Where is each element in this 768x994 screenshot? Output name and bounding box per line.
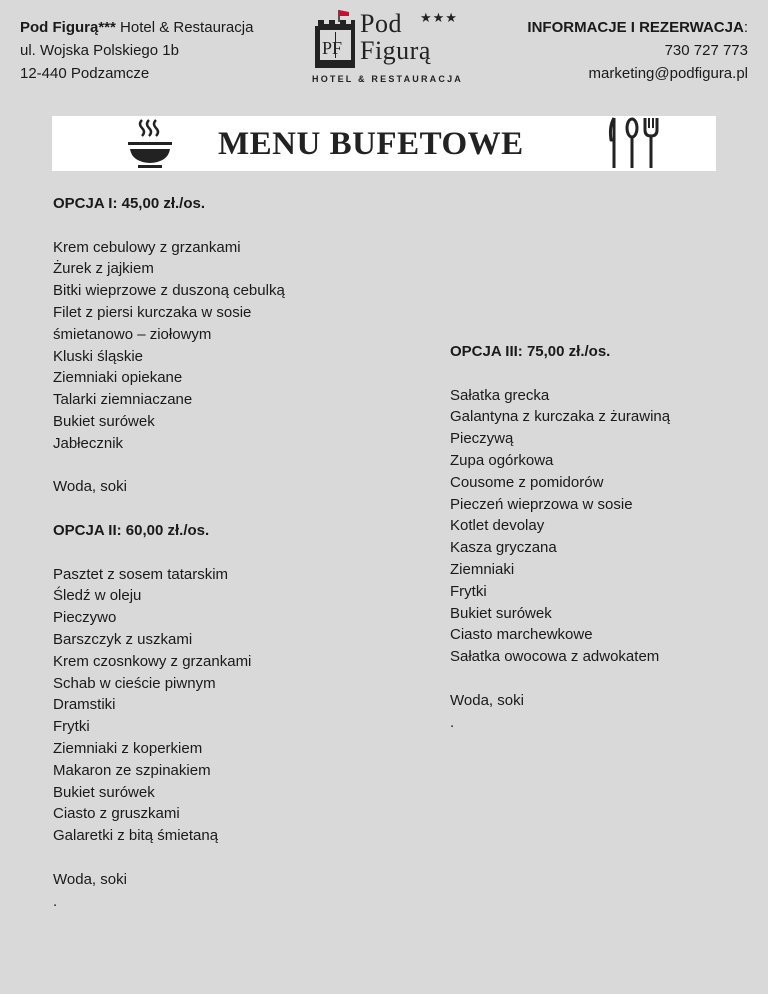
menu-item: Ciasto z gruszkami (53, 805, 180, 823)
option-3-title: OPCJA III: 75,00 zł./os. (450, 343, 611, 360)
menu-item: Pieczywo (53, 609, 117, 627)
menu-item: Kotlet devolay (450, 517, 545, 535)
menu-item: Bukiet surówek (450, 604, 552, 622)
left-menu-column (53, 193, 373, 912)
logo-stars: ★★★ (420, 10, 458, 25)
menu-item: Żurek z jajkiem (53, 260, 154, 278)
logo-subtitle: HOTEL & RESTAURACJA (312, 74, 463, 84)
menu-item: Talarki ziemniaczane (53, 391, 193, 409)
reservation-title-line (527, 16, 748, 39)
reservation-info-block (527, 16, 748, 85)
logo-word-2: Figurą (360, 36, 431, 65)
reservation-email: marketing@podfigura.pl (588, 65, 748, 82)
svg-text:PF: PF (322, 38, 343, 58)
menu-item: Kasza gryczana (450, 539, 557, 557)
menu-item: Bukiet surówek (53, 412, 155, 430)
option-1-title: OPCJA I: 45,00 zł./os. (53, 195, 205, 212)
option-1-drinks: Woda, soki (53, 478, 127, 496)
menu-item: Schab w cieście piwnym (53, 674, 216, 692)
menu-item: Pieczywą (450, 430, 514, 448)
reservation-colon: : (743, 19, 748, 36)
menu-item: Bukiet surówek (53, 783, 155, 801)
menu-banner (52, 116, 716, 171)
right-menu-column (450, 341, 750, 733)
hotel-city: 12-440 Podzamcze (20, 65, 150, 82)
menu-item: Ciasto marchewkowe (450, 626, 593, 644)
menu-item: Krem cebulowy z grzankami (53, 238, 241, 256)
logo-word-1: Pod (360, 9, 402, 38)
soup-bowl-icon (124, 116, 176, 171)
option-3-trailing-dot: . (450, 713, 455, 731)
hotel-name-bold: Pod Figurą*** (20, 19, 116, 36)
menu-item: Ziemniaki opiekane (53, 369, 183, 387)
cutlery-icon (608, 116, 664, 171)
reservation-phone: 730 727 773 (664, 42, 748, 59)
menu-item: Bitki wieprzowe z duszoną cebulką (53, 282, 285, 300)
menu-item: Sałatka owocowa z adwokatem (450, 648, 660, 666)
menu-item: Zupa ogórkowa (450, 451, 554, 469)
menu-item: Makaron ze szpinakiem (53, 761, 211, 779)
menu-item: Krem czosnkowy z grzankami (53, 652, 252, 670)
hotel-address-block (20, 16, 253, 85)
reservation-title: INFORMACJE I REZERWACJA (527, 19, 744, 36)
menu-item: Śledź w oleju (53, 587, 142, 605)
hotel-street: ul. Wojska Polskiego 1b (20, 42, 179, 59)
menu-item: Frytki (450, 582, 487, 600)
menu-item: Pasztet z sosem tatarskim (53, 565, 229, 583)
menu-item: Kluski śląskie (53, 347, 144, 365)
option-3-drinks: Woda, soki (450, 691, 524, 709)
menu-item: Cousome z pomidorów (450, 473, 604, 491)
hotel-logo (308, 6, 464, 90)
menu-item: Frytki (53, 718, 90, 736)
hotel-name-line (20, 16, 253, 39)
menu-item: Jabłecznik (53, 434, 124, 452)
menu-item: Filet z piersi kurczaka w sosie śmietanowo – ziołowym (53, 303, 252, 343)
option-2-title: OPCJA II: 60,00 zł./os. (53, 521, 210, 539)
menu-title: MENU BUFETOWE (218, 126, 524, 162)
hotel-name-rest: Hotel & Restauracja (115, 19, 254, 36)
menu-item: Dramstiki (53, 696, 116, 714)
menu-item: Barszczyk z uszkami (53, 630, 193, 648)
menu-item: Galantyna z kurczaka z żurawiną (450, 408, 671, 426)
castle-monogram-icon (310, 8, 360, 72)
option-2-trailing-dot: . (53, 892, 58, 910)
menu-item: Pieczeń wieprzowa w sosie (450, 495, 633, 513)
menu-item: Ziemniaki (450, 560, 515, 578)
menu-item: Ziemniaki z koperkiem (53, 739, 203, 757)
menu-item: Galaretki z bitą śmietaną (53, 827, 219, 845)
option-2-drinks: Woda, soki (53, 870, 127, 888)
menu-item: Sałatka grecka (450, 386, 550, 404)
